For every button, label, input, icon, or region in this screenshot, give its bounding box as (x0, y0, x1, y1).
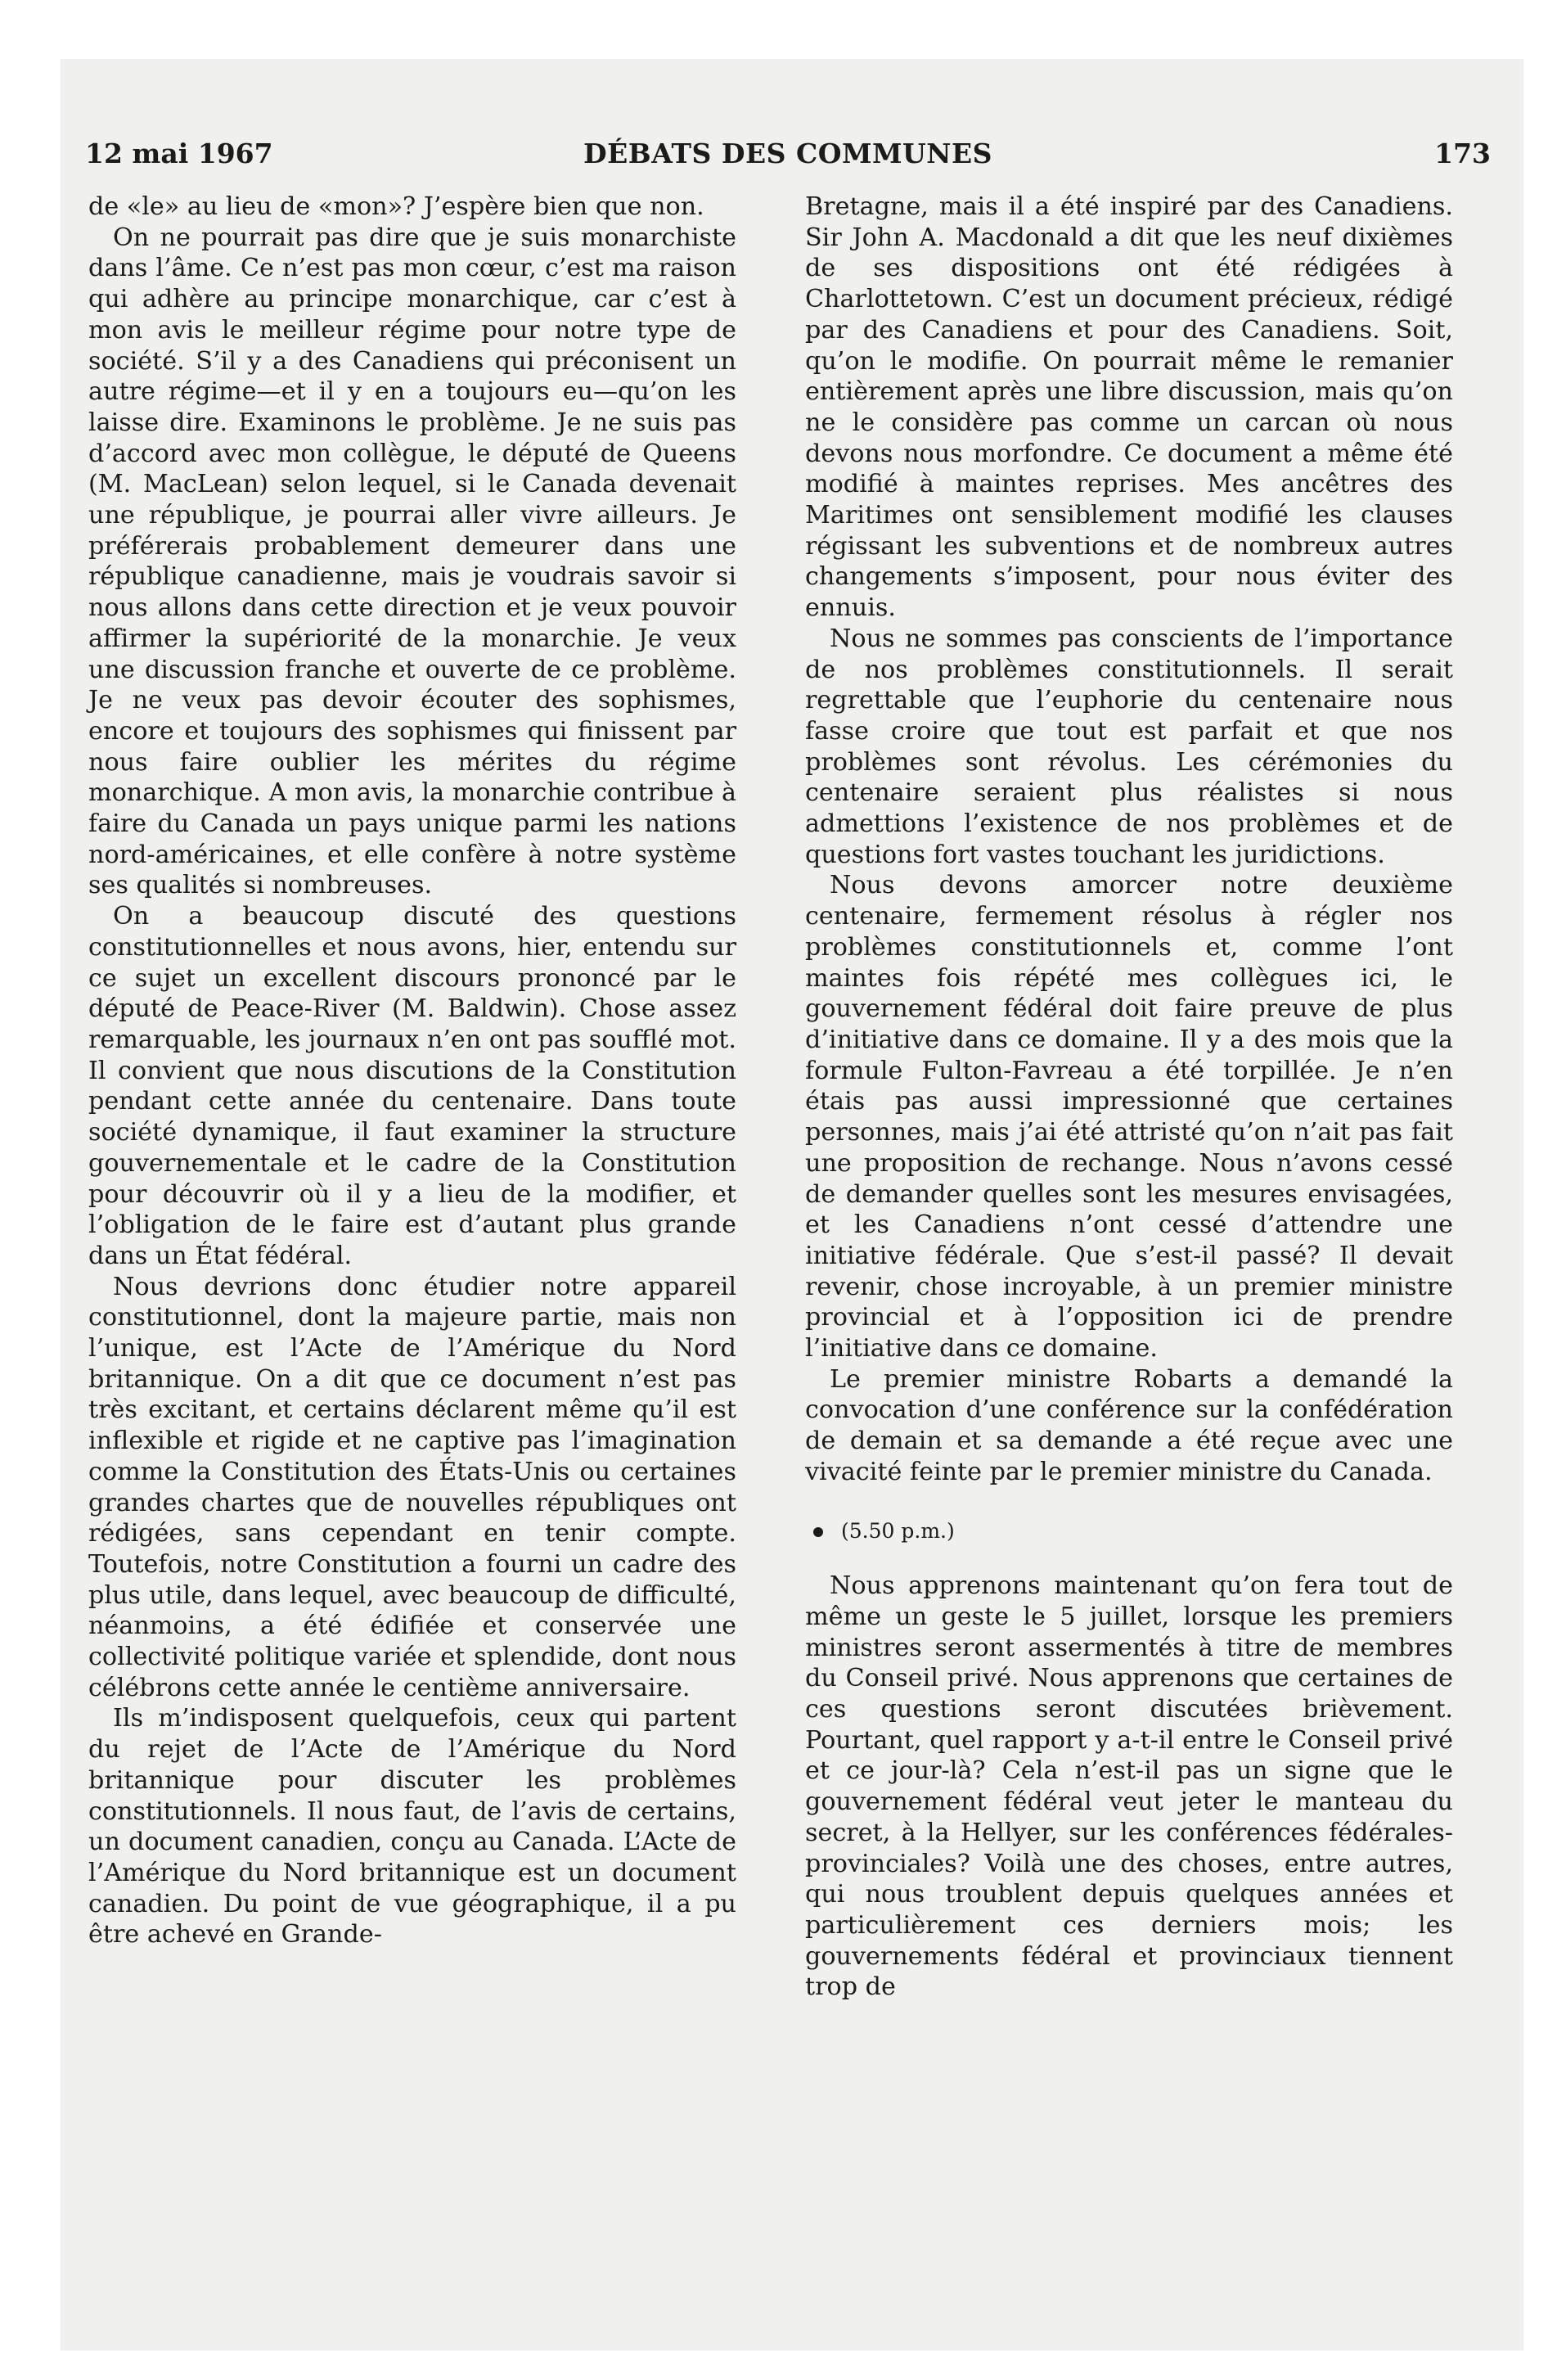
paragraph: Nous apprenons maintenant qu’on fera tout de même un geste le 5 juillet, lorsque les premiers ministres seront assermentés à titre de membres du Conseil privé. Nous apprenons que certaines de ces questions seront discutées brièvement. Pourtant, quel rapport y a-t-il entre le Conseil privé et ce jour-là? Cela n’est-il pas un signe que le gouvernement fédéral veut jeter le manteau du secret, à la Hellyer, sur les conférences fédérales-provinciales? Voilà une des choses, entre autres, qui nous troublent depuis quelques années et particulièrement ces derniers mois; les gouvernements fédéral et provinciaux tiennent trop de (805, 1571, 1453, 2002)
paragraph: Nous ne sommes pas conscients de l’importance de nos problèmes constitutionnels. Il serait regrettable que l’euphorie du centenaire nous fasse croire que tout est parfait et que nos problèmes sont révolus. Les cérémonies du centenaire seraient plus réalistes si nous admettions l’existence de nos problèmes et de questions fort vastes touchant les juridictions. (805, 624, 1453, 869)
paragraph: Nous devons amorcer notre deuxième centenaire, fermement résolus à régler nos problèmes constitutionnels et, comme l’ont maintes fois répété mes collègues ici, le gouvernement fédéral doit faire preuve de plus d’initiative dans ce domaine. Il y a des mois que la formule Fulton-Favreau a été torpillée. Je n’en étais pas aussi impressionné que certaines personnes, mais j’ai été attristé qu’on n’ait pas fait une proposition de rechange. Nous n’avons cessé de demander quelles sont les mesures envisagées, et les Canadiens n’ont cessé d’attendre une initiative fédérale. Que s’est-il passé? Il devait revenir, chose incroyable, à un premier ministre provincial et à l’opposition ici de prendre l’initiative dans ce domaine. (805, 871, 1453, 1364)
paragraph: On a beaucoup discuté des questions constitutionnelles et nous avons, hier, entendu sur ce sujet un excellent discours prononcé par le député de Peace-River (M. Baldwin). Chose assez remarquable, les journaux n’en ont pas soufflé mot. Il convient que nous discutions de la Constitution pendant cette année du centenaire. Dans toute société dynamique, il faut examiner la structure gouvernementale et le cadre de la Constitution pour découvrir où il y a lieu de la modifier, et l’obligation de le faire est d’autant plus grande dans un État fédéral. (88, 902, 736, 1270)
page-header (85, 137, 1491, 187)
paragraph: Nous devrions donc étudier notre appareil constitutionnel, dont la majeure partie, mais non l’unique, est l’Acte de l’Amérique du Nord britannique. On a dit que ce document n’est pas très excitant, et certains déclarent même qu’il est inflexible et rigide et ne captive pas l’imagination comme la Constitution des États-Unis ou certaines grandes chartes que de nouvelles républiques ont rédigées, sans cependant en tenir compte. Toutefois, notre Constitution a fourni un cadre des plus utile, dans lequel, avec beaucoup de difficulté, néanmoins, a été édifiée et conservée une collectivité politique variée et splendide, dont nous célébrons cette année le centième anniversaire. (88, 1272, 736, 1702)
page (61, 59, 1523, 2351)
left-column (88, 192, 736, 1950)
time-marker (813, 1516, 1453, 1547)
header-title: DÉBATS DES COMMUNES (583, 137, 992, 169)
time-marker-text: (5.50 p.m.) (841, 1518, 955, 1543)
paragraph: Le premier ministre Robarts a demandé la convocation d’une conférence sur la confédération de demain et sa demande a été reçue avec une vivacité feinte par le premier ministre du Canada. (805, 1364, 1453, 1486)
header-date: 12 mai 1967 (85, 137, 273, 169)
paragraph: Bretagne, mais il a été inspiré par des Canadiens. Sir John A. Macdonald a dit que les neuf dixièmes de ses dispositions ont été rédigées à Charlottetown. C’est un document précieux, rédigé par des Canadiens et pour des Canadiens. Soit, qu’on le modifie. On pourrait même le remanier entièrement après une libre discussion, mais qu’on ne le considère pas comme un carcan où nous devons nous morfondre. Ce document a même été modifié à maintes reprises. Mes ancêtres des Maritimes ont sensiblement modifié les clauses régissant les subventions et de nombreux autres changements s’imposent, pour nous éviter des ennuis. (805, 192, 1453, 623)
bullet-icon (813, 1527, 823, 1537)
right-column (805, 192, 1453, 2003)
header-page-number: 173 (1434, 137, 1491, 169)
paragraph: On ne pourrait pas dire que je suis monarchiste dans l’âme. Ce n’est pas mon cœur, c’est ma raison qui adhère au principe monarchique, car c’est à mon avis le meilleur régime pour notre type de société. S’il y a des Canadiens qui préconisent un autre régime—et il y en a toujours eu—qu’on les laisse dire. Examinons le problème. Je ne suis pas d’accord avec mon collègue, le député de Queens (M. MacLean) selon lequel, si le Canada devenait une république, je pourrai aller vivre ailleurs. Je préférerais probablement demeurer dans une république canadienne, mais je voudrais savoir si nous allons dans cette direction et je veux pouvoir affirmer la supériorité de la monarchie. Je veux une discussion franche et ouverte de ce problème. Je ne veux pas devoir écouter des sophismes, encore et toujours des sophismes qui finissent par nous faire oublier les mérites du régime monarchique. A mon avis, la monarchie contribue à faire du Canada un pays unique parmi les nations nord-américaines, et elle confère à notre système ses qualités si nombreuses. (88, 223, 736, 900)
paragraph: de «le» au lieu de «mon»? J’espère bien que non. (88, 192, 704, 221)
paragraph: Ils m’indisposent quelquefois, ceux qui partent du rejet de l’Acte de l’Amérique du Nord britannique pour discuter les problèmes constitutionnels. Il nous faut, de l’avis de certains, un document canadien, conçu au Canada. L’Acte de l’Amérique du Nord britannique est un document canadien. Du point de vue géographique, il a pu être achevé en Grande- (88, 1704, 736, 1950)
